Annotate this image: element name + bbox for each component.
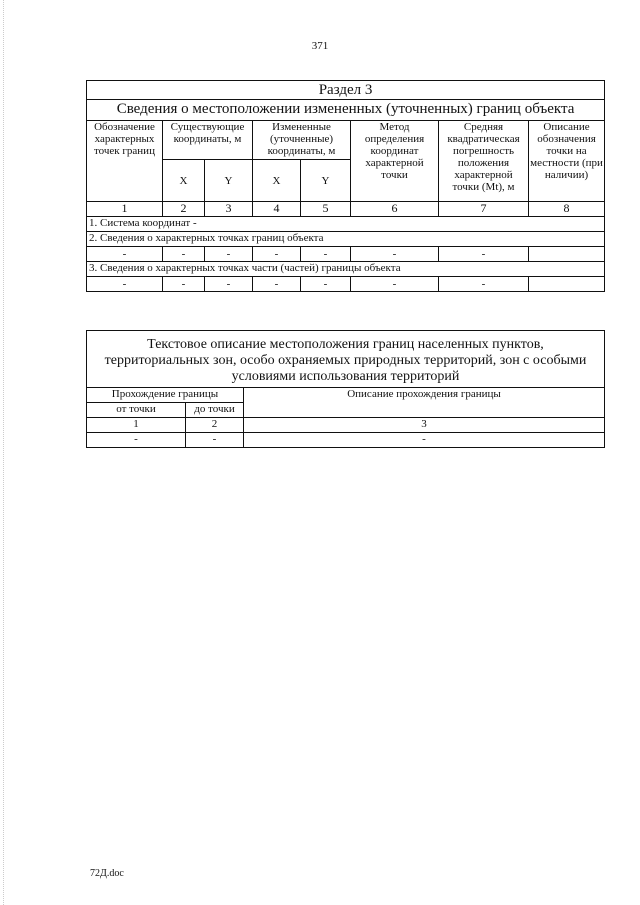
from-point-header: от точки xyxy=(87,403,186,418)
table-cell xyxy=(529,247,605,262)
description-header: Описание прохождения границы xyxy=(244,388,605,418)
page-number: 371 xyxy=(311,40,329,52)
header-changed-x: X xyxy=(253,160,301,202)
file-name-footer: 72Д.doc xyxy=(90,868,124,879)
col-number: 7 xyxy=(439,202,529,217)
col-number: 8 xyxy=(529,202,605,217)
table-cell: - xyxy=(87,277,163,292)
table-cell: - xyxy=(439,247,529,262)
table-cell: - xyxy=(87,247,163,262)
to-point-header: до точки xyxy=(186,403,244,418)
boundary-points-row: 2. Сведения о характерных точках границ объекта xyxy=(87,232,605,247)
header-changed-y: Y xyxy=(301,160,351,202)
col-number: 4 xyxy=(253,202,301,217)
table-cell: - xyxy=(163,247,205,262)
col-number: 6 xyxy=(351,202,439,217)
table-cell: - xyxy=(244,433,605,448)
text-table-title: Текстовое описание местоположения границ населенных пунктов, территориальных зон, особо охраняемых природных территорий, зон с особыми условиями использования территорий xyxy=(87,331,605,388)
page-edge-marks xyxy=(3,0,5,905)
header-method: Метод определения координат характерной точки xyxy=(351,121,439,202)
table-cell: - xyxy=(301,277,351,292)
table-cell: - xyxy=(253,277,301,292)
col-number: 3 xyxy=(244,418,605,433)
header-existing-coords: Существующие координаты, м xyxy=(163,121,253,160)
table-cell: - xyxy=(205,277,253,292)
col-number: 2 xyxy=(186,418,244,433)
col-number: 5 xyxy=(301,202,351,217)
section-title: Раздел 3 xyxy=(87,81,605,100)
table-title: Сведения о местоположении измененных (уточненных) границ объекта xyxy=(87,100,605,121)
table-cell: - xyxy=(439,277,529,292)
col-number: 3 xyxy=(205,202,253,217)
col-number: 1 xyxy=(87,202,163,217)
header-description: Описание обозначения точки на местности (при наличии) xyxy=(529,121,605,202)
table-cell: - xyxy=(351,277,439,292)
header-designation: Обозначение характерных точек границ xyxy=(87,121,163,202)
header-error: Средняя квадратическая погрешность положения характерной точки (Mt), м xyxy=(439,121,529,202)
part-points-row: 3. Сведения о характерных точках части (частей) границы объекта xyxy=(87,262,605,277)
coord-system-row: 1. Система координат - xyxy=(87,217,605,232)
header-existing-y: Y xyxy=(205,160,253,202)
boundary-passage-header: Прохождение границы xyxy=(87,388,244,403)
section-3-table xyxy=(86,80,605,292)
table-cell: - xyxy=(163,277,205,292)
text-description-table xyxy=(86,330,605,448)
table-cell: - xyxy=(301,247,351,262)
table-cell: - xyxy=(205,247,253,262)
table-cell: - xyxy=(186,433,244,448)
col-number: 2 xyxy=(163,202,205,217)
table-cell: - xyxy=(351,247,439,262)
table-cell: - xyxy=(87,433,186,448)
table-cell xyxy=(529,277,605,292)
col-number: 1 xyxy=(87,418,186,433)
header-changed-coords: Измененные (уточненные) координаты, м xyxy=(253,121,351,160)
header-existing-x: X xyxy=(163,160,205,202)
table-cell: - xyxy=(253,247,301,262)
